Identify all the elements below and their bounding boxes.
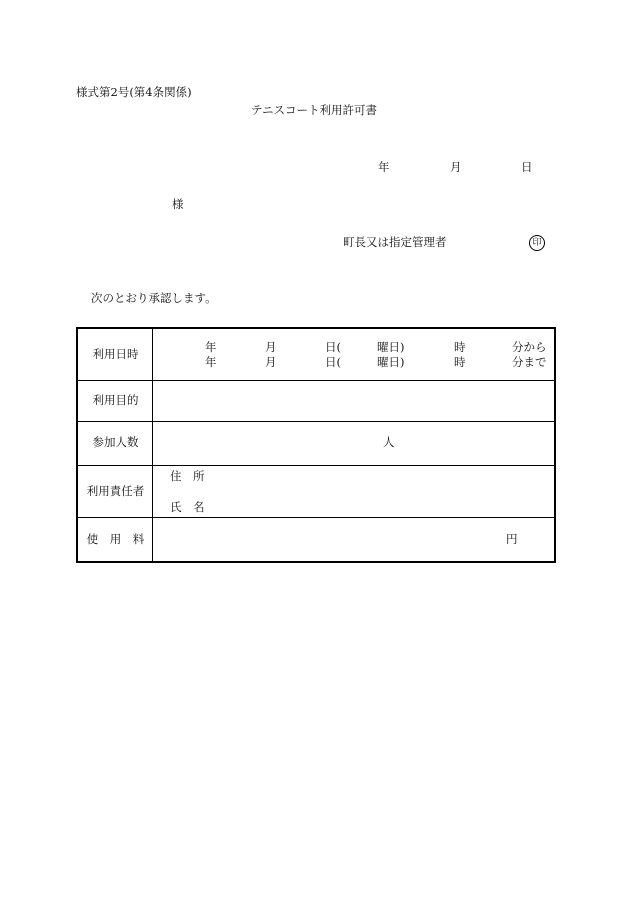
start-weekday: 曜日): [377, 340, 405, 354]
end-hour: 時: [454, 355, 466, 369]
approval-statement: 次のとおり承認します。: [91, 291, 217, 305]
date-day: 日: [521, 160, 533, 174]
row-divider: [78, 517, 554, 518]
start-day: 日(: [325, 340, 341, 354]
fee-label: 使 用 料: [86, 532, 145, 546]
participants-label: 参加人数: [92, 435, 139, 449]
document-title: テニスコート利用許可書: [251, 103, 378, 117]
participants-unit: 人: [383, 435, 395, 449]
addressee-suffix: 様: [172, 197, 184, 211]
row-divider: [78, 421, 554, 422]
end-weekday: 曜日): [377, 355, 405, 369]
start-month: 月: [265, 340, 277, 354]
date-month: 月: [450, 160, 462, 174]
start-hour: 時: [454, 340, 466, 354]
form-number: 様式第2号(第4条関係): [76, 85, 192, 99]
end-month: 月: [265, 355, 277, 369]
address-label: 住 所: [170, 469, 205, 483]
end-minute: 分まで: [512, 355, 547, 369]
purpose-label: 利用目的: [92, 393, 139, 407]
row-divider: [78, 380, 554, 381]
permit-table: [76, 327, 556, 563]
fee-unit: 円: [506, 532, 518, 546]
end-year: 年: [205, 355, 217, 369]
date-year: 年: [378, 160, 390, 174]
name-label: 氏 名: [170, 500, 205, 514]
start-minute: 分から: [512, 340, 547, 354]
end-day: 日(: [325, 355, 341, 369]
seal-mark: 印: [529, 235, 545, 251]
responsible-person-label: 利用責任者: [86, 484, 145, 498]
row-divider: [78, 465, 554, 466]
usage-datetime-label: 利用日時: [92, 347, 139, 361]
start-year: 年: [205, 340, 217, 354]
issuer-title: 町長又は指定管理者: [343, 235, 447, 249]
